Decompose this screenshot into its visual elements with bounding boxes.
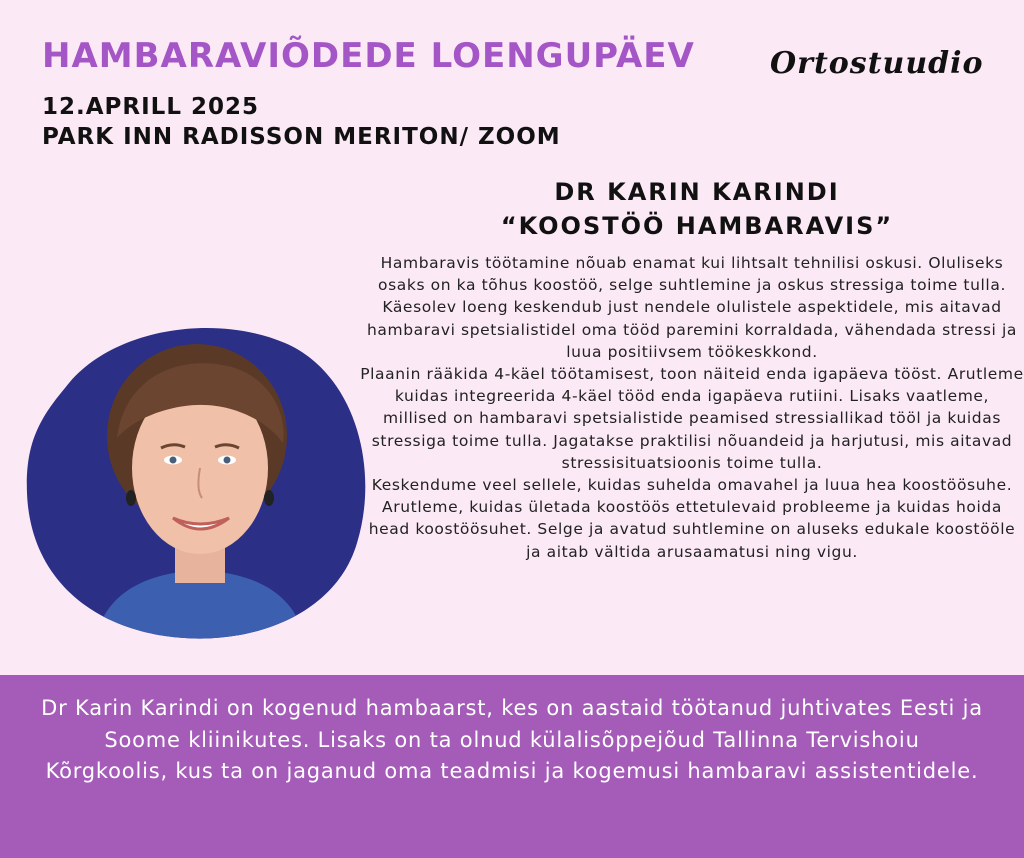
lecture-title: “KOOSTÖÖ HAMBARAVIS”	[500, 212, 894, 240]
event-venue: PARK INN RADISSON MERITON/ ZOOM	[42, 124, 561, 150]
speaker-name: DR KARIN KARINDI	[554, 178, 840, 206]
event-title: HAMBARAVIÕDEDE LOENGUPÄEV	[42, 36, 695, 76]
description-paragraph: Plaanin rääkida 4-käel töötamisest, toon näiteid enda igapäeva tööst. Arutleme kuidas integreerida 4-käel tööd enda igapäeva rutiini. Lisaks vaatleme, millised on hambaravi spetsialistide peamised stressiallikad tööl ja kuidas stressiga toime tulla. Jagatakse praktilisi nõuandeid ja harjutusi, mis aitavad stressisituatsioonis toime tulla.	[360, 365, 1024, 472]
speaker-photo	[25, 318, 371, 640]
brand-logo: Ortostuudio	[770, 46, 984, 81]
description-paragraph: Keskendume veel sellele, kuidas suhelda omavahel ja luua hea koostöösuhe. Arutleme, kuidas ületada koostöös ettetulevaid probleeme ja kuidas hoida head koostöösuhet. Selge ja avatud suhtlemine on aluseks edukale koostööle ja aitab vältida arusaamatusi ning vigu.	[368, 476, 1016, 561]
description-paragraph: Hambaravis töötamine nõuab enamat kui lihtsalt tehnilisi oskusi. Oluliseks osaks on ka tõhus koostöö, selge suhtlemine ja oskus stressiga toime tulla. Käesolev loeng keskendub just nendele olulistele aspektidele, mis aitavad hambaravi spetsialistidel oma tööd paremini korraldada, vähendada stressi ja luua positiivsem töökeskkond.	[367, 254, 1017, 361]
speaker-bio: Dr Karin Karindi on kogenud hambaarst, kes on aastaid töötanud juhtivates Eesti ja Soome kliinikutes. Lisaks on ta olnud külalisõppejõud Tallinna Tervishoiu Kõrgkoolis, kus ta on jaganud oma teadmisi ja kogemusi hambaravi assistentidele.	[41, 696, 983, 783]
event-date: 12.APRILL 2025	[42, 94, 260, 120]
lecture-description	[360, 252, 1024, 563]
